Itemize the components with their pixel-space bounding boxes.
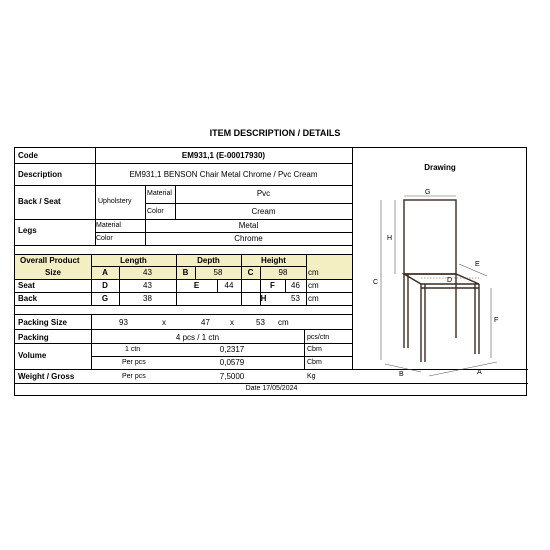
- back-dims-label: Back: [18, 294, 38, 303]
- dim-letter-g: G: [101, 294, 109, 303]
- dim-letter-c: C: [247, 268, 254, 277]
- volume-pcs-label: Per pcs: [122, 359, 146, 366]
- spec-sheet: [14, 147, 527, 396]
- legs-label: Legs: [18, 226, 37, 235]
- drawing-letter-g: G: [425, 189, 431, 196]
- upholstery-label: Upholstery: [98, 198, 132, 205]
- dim-value-d: 43: [143, 281, 152, 290]
- depth-header: Depth: [197, 256, 220, 265]
- dim-value-f: 46: [291, 281, 300, 290]
- chair-drawing: [367, 188, 527, 388]
- chair-back-shape: [404, 200, 456, 274]
- dim-value-b: 58: [213, 268, 223, 277]
- volume-pcs-value: 0,0579: [219, 358, 245, 367]
- seat-color-label: Color: [147, 208, 164, 215]
- dim-unit-seat: cm: [308, 281, 319, 290]
- volume-pcs-unit: Cbm: [307, 359, 322, 366]
- dim-letter-e: E: [193, 281, 200, 290]
- description-label: Description: [18, 170, 63, 179]
- seat-dims-label: Seat: [18, 281, 35, 290]
- volume-label: Volume: [18, 351, 47, 360]
- weight-label: Weight / Gross: [18, 372, 75, 381]
- weight-unit: Kg: [307, 373, 316, 380]
- code-value: EM931,1 (E-00017930): [181, 151, 266, 160]
- dim-value-e: 44: [224, 281, 234, 290]
- back-seat-label: Back / Seat: [18, 197, 61, 206]
- dim-unit-overall: cm: [308, 268, 319, 277]
- drawing-letter-d: D: [447, 277, 453, 284]
- weight-pcs-label: Per pcs: [122, 373, 146, 380]
- overall-product-label: Overall Product: [20, 256, 80, 265]
- dim-letter-f: F: [270, 281, 275, 290]
- seat-color-value: Cream: [251, 207, 276, 216]
- height-header: Height: [261, 256, 286, 265]
- packing-height: 53: [256, 318, 265, 327]
- drawing-letter-h: H: [387, 235, 393, 242]
- dim-value-h: 53: [291, 294, 300, 303]
- weight-value: 7,5000: [219, 372, 245, 381]
- packing-unit: pcs/ctn: [307, 334, 330, 341]
- dim-value-c: 98: [278, 268, 288, 277]
- legs-color-value: Chrome: [234, 234, 263, 243]
- dim-value-g: 38: [143, 294, 152, 303]
- seat-material-value: Pvc: [256, 189, 271, 198]
- volume-ctn-value: 0,2317: [219, 345, 245, 354]
- packing-size-unit: cm: [278, 318, 289, 327]
- drawing-letter-c: C: [373, 279, 379, 286]
- drawing-letter-e: E: [475, 261, 480, 268]
- seat-material-label: Material: [147, 190, 172, 197]
- size-label: Size: [44, 268, 61, 277]
- dim-letter-h: H: [260, 294, 267, 303]
- dim-unit-back: cm: [308, 294, 319, 303]
- document-date: Date 17/05/2024: [245, 385, 298, 392]
- page-title: ITEM DESCRIPTION / DETAILS: [209, 128, 341, 138]
- description-value: EM931,1 BENSON Chair Metal Chrome / Pvc Cream: [129, 170, 318, 179]
- legs-color-label: Color: [96, 235, 113, 242]
- packing-x-2: x: [230, 318, 234, 327]
- packing-label: Packing: [18, 333, 49, 342]
- chair-seat-shape: [404, 274, 479, 284]
- packing-size-label: Packing Size: [18, 318, 67, 327]
- volume-ctn-label: 1 ctn: [125, 346, 141, 353]
- drawing-letter-f: F: [494, 317, 499, 324]
- drawing-label: Drawing: [424, 163, 456, 172]
- packing-length: 93: [119, 318, 128, 327]
- legs-material-label: Material: [96, 222, 121, 229]
- drawing-letter-b: B: [399, 371, 404, 378]
- dim-letter-a: A: [102, 268, 108, 277]
- code-label: Code: [18, 151, 38, 160]
- packing-x-1: x: [162, 318, 166, 327]
- packing-value: 4 pcs / 1 ctn: [175, 333, 220, 342]
- volume-ctn-unit: Cbm: [307, 346, 322, 353]
- dim-letter-b: B: [182, 268, 189, 277]
- packing-width: 47: [201, 318, 210, 327]
- drawing-letter-a: A: [477, 369, 482, 376]
- dim-value-a: 43: [143, 268, 152, 277]
- legs-material-value: Metal: [238, 221, 259, 230]
- length-header: Length: [120, 256, 147, 265]
- dim-letter-d: D: [102, 281, 108, 290]
